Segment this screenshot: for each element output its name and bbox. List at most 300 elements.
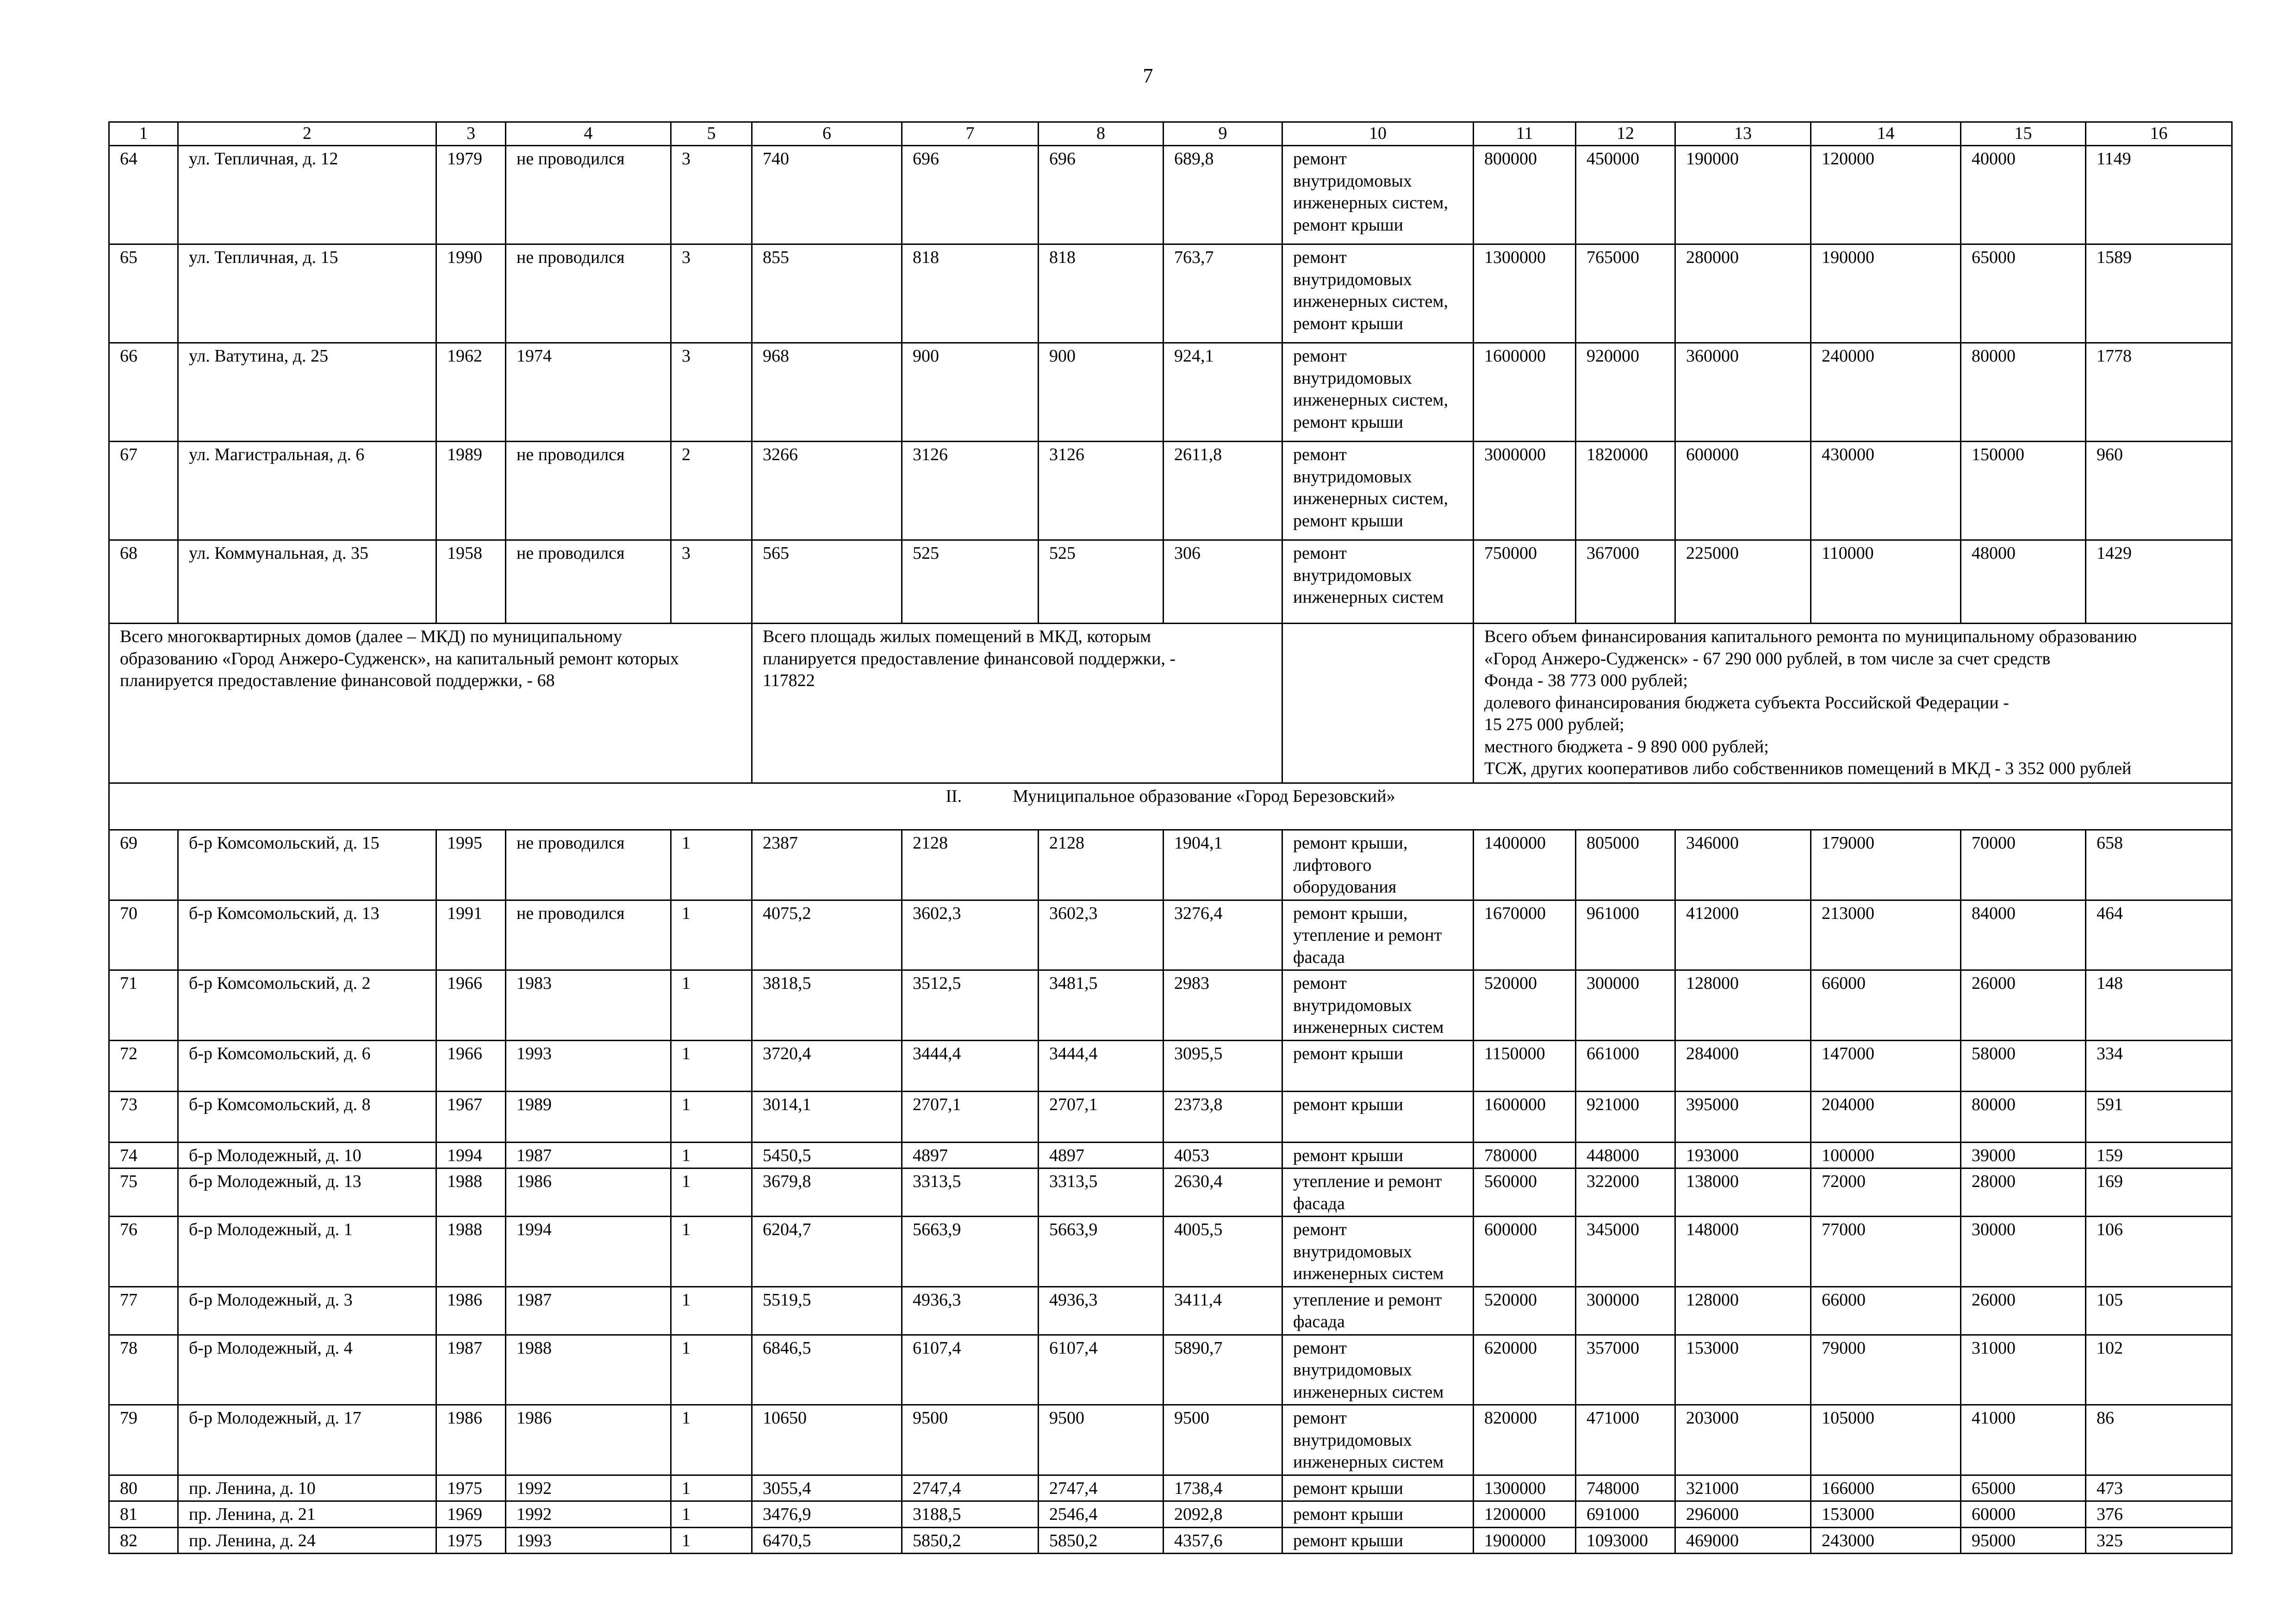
- specific-cost-cell: 105: [2086, 1287, 2232, 1335]
- local-share-cell: 243000: [1811, 1527, 1961, 1554]
- area-cell: 3411,4: [1164, 1287, 1282, 1335]
- local-share-cell: 204000: [1811, 1091, 1961, 1142]
- total-area-cell: 3055,4: [752, 1475, 902, 1501]
- area-cell: 3276,4: [1164, 900, 1282, 970]
- summary-empty-cell: [1282, 624, 1474, 783]
- repair-type-cell: ремонт крыши: [1282, 1142, 1474, 1168]
- owners-share-cell: 31000: [1961, 1335, 2086, 1405]
- total-area-cell: 3679,8: [752, 1168, 902, 1217]
- year-built-cell: 1989: [436, 442, 506, 540]
- last-repair-cell: 1987: [506, 1287, 671, 1335]
- total-area-cell: 10650: [752, 1405, 902, 1475]
- total-cost-cell: 560000: [1474, 1168, 1576, 1217]
- total-cost-cell: 620000: [1474, 1335, 1576, 1405]
- regional-share-cell: 346000: [1675, 830, 1811, 900]
- table-row: [109, 1217, 2232, 1287]
- total-area-cell: 740: [752, 146, 902, 244]
- table-row: [109, 1142, 2232, 1168]
- total-cost-cell: 1300000: [1474, 244, 1576, 343]
- table-row: [109, 1287, 2232, 1335]
- fund-share-cell: 300000: [1576, 970, 1675, 1041]
- area-cell: 306: [1164, 540, 1282, 624]
- section-number: II.: [946, 787, 962, 806]
- address-cell: ул. Тепличная, д. 12: [178, 146, 436, 244]
- repair-type-cell: ремонт внутридомовых инженерных систем: [1282, 970, 1474, 1041]
- local-share-cell: 100000: [1811, 1142, 1961, 1168]
- fund-share-cell: 367000: [1576, 540, 1675, 624]
- repair-type-cell: ремонт внутридомовых инженерных систем: [1282, 1335, 1474, 1405]
- local-share-cell: 190000: [1811, 244, 1961, 343]
- area-cell: 3444,4: [902, 1040, 1039, 1091]
- regional-share-cell: 296000: [1675, 1501, 1811, 1528]
- floors-cell: 1: [671, 1475, 752, 1501]
- row-number-cell: 70: [109, 900, 178, 970]
- repair-type-cell: ремонт внутридомовых инженерных систем, ремонт крыши: [1282, 146, 1474, 244]
- area-cell: 2747,4: [902, 1475, 1039, 1501]
- year-built-cell: 1966: [436, 970, 506, 1041]
- column-number-row: [109, 122, 2232, 146]
- local-share-cell: 153000: [1811, 1501, 1961, 1528]
- regional-share-cell: 600000: [1675, 442, 1811, 540]
- table-row: [109, 1475, 2232, 1501]
- last-repair-cell: 1989: [506, 1091, 671, 1142]
- area-cell: 4005,5: [1164, 1217, 1282, 1287]
- area-cell: 2983: [1164, 970, 1282, 1041]
- year-built-cell: 1986: [436, 1405, 506, 1475]
- repair-type-cell: ремонт внутридомовых инженерных систем, ремонт крыши: [1282, 442, 1474, 540]
- column-number-cell: 10: [1282, 122, 1474, 146]
- address-cell: б-р Молодежный, д. 3: [178, 1287, 436, 1335]
- fund-share-cell: 691000: [1576, 1501, 1675, 1528]
- local-share-cell: 77000: [1811, 1217, 1961, 1287]
- last-repair-cell: не проводился: [506, 146, 671, 244]
- row-number-cell: 78: [109, 1335, 178, 1405]
- year-built-cell: 1994: [436, 1142, 506, 1168]
- total-cost-cell: 1400000: [1474, 830, 1576, 900]
- row-number-cell: 71: [109, 970, 178, 1041]
- fund-share-cell: 920000: [1576, 343, 1675, 442]
- row-number-cell: 64: [109, 146, 178, 244]
- repair-type-cell: ремонт крыши: [1282, 1091, 1474, 1142]
- area-cell: 763,7: [1164, 244, 1282, 343]
- total-cost-cell: 520000: [1474, 970, 1576, 1041]
- row-number-cell: 81: [109, 1501, 178, 1528]
- floors-cell: 1: [671, 1168, 752, 1217]
- living-area-cell: 525: [1039, 540, 1164, 624]
- year-built-cell: 1969: [436, 1501, 506, 1528]
- summary-row: [109, 624, 2232, 783]
- total-cost-cell: 1900000: [1474, 1527, 1576, 1554]
- year-built-cell: 1990: [436, 244, 506, 343]
- area-cell: 818: [902, 244, 1039, 343]
- specific-cost-cell: 148: [2086, 970, 2232, 1041]
- address-cell: б-р Комсомольский, д. 2: [178, 970, 436, 1041]
- area-cell: 2092,8: [1164, 1501, 1282, 1528]
- regional-share-cell: 128000: [1675, 1287, 1811, 1335]
- area-cell: 9500: [902, 1405, 1039, 1475]
- local-share-cell: 430000: [1811, 442, 1961, 540]
- owners-share-cell: 26000: [1961, 970, 2086, 1041]
- row-number-cell: 77: [109, 1287, 178, 1335]
- specific-cost-cell: 1778: [2086, 343, 2232, 442]
- total-cost-cell: 600000: [1474, 1217, 1576, 1287]
- table-row: [109, 970, 2232, 1041]
- local-share-cell: 66000: [1811, 1287, 1961, 1335]
- total-cost-cell: 820000: [1474, 1405, 1576, 1475]
- area-cell: 5850,2: [902, 1527, 1039, 1554]
- area-cell: 4936,3: [902, 1287, 1039, 1335]
- year-built-cell: 1979: [436, 146, 506, 244]
- specific-cost-cell: 464: [2086, 900, 2232, 970]
- row-number-cell: 82: [109, 1527, 178, 1554]
- table-row: [109, 1091, 2232, 1142]
- specific-cost-cell: 591: [2086, 1091, 2232, 1142]
- local-share-cell: 240000: [1811, 343, 1961, 442]
- last-repair-cell: 1992: [506, 1501, 671, 1528]
- living-area-cell: 3126: [1039, 442, 1164, 540]
- total-cost-cell: 1600000: [1474, 343, 1576, 442]
- specific-cost-cell: 325: [2086, 1527, 2232, 1554]
- row-number-cell: 69: [109, 830, 178, 900]
- repair-type-cell: утепление и ремонт фасада: [1282, 1168, 1474, 1217]
- floors-cell: 2: [671, 442, 752, 540]
- last-repair-cell: не проводился: [506, 244, 671, 343]
- fund-share-cell: 765000: [1576, 244, 1675, 343]
- row-number-cell: 79: [109, 1405, 178, 1475]
- address-cell: б-р Молодежный, д. 17: [178, 1405, 436, 1475]
- table-row: [109, 1405, 2232, 1475]
- fund-share-cell: 1093000: [1576, 1527, 1675, 1554]
- total-cost-cell: 1300000: [1474, 1475, 1576, 1501]
- total-area-cell: 3720,4: [752, 1040, 902, 1091]
- column-number-cell: 6: [752, 122, 902, 146]
- floors-cell: 1: [671, 1527, 752, 1554]
- last-repair-cell: 1993: [506, 1040, 671, 1091]
- total-area-cell: 855: [752, 244, 902, 343]
- address-cell: ул. Магистральная, д. 6: [178, 442, 436, 540]
- row-number-cell: 68: [109, 540, 178, 624]
- owners-share-cell: 39000: [1961, 1142, 2086, 1168]
- area-cell: 2707,1: [902, 1091, 1039, 1142]
- owners-share-cell: 48000: [1961, 540, 2086, 624]
- table-row: [109, 146, 2232, 244]
- row-number-cell: 67: [109, 442, 178, 540]
- last-repair-cell: не проводился: [506, 540, 671, 624]
- living-area-cell: 4936,3: [1039, 1287, 1164, 1335]
- total-area-cell: 565: [752, 540, 902, 624]
- area-cell: 525: [902, 540, 1039, 624]
- table-row: [109, 1335, 2232, 1405]
- regional-share-cell: 395000: [1675, 1091, 1811, 1142]
- total-area-cell: 5519,5: [752, 1287, 902, 1335]
- address-cell: ул. Тепличная, д. 15: [178, 244, 436, 343]
- row-number-cell: 65: [109, 244, 178, 343]
- area-cell: 689,8: [1164, 146, 1282, 244]
- regional-share-cell: 203000: [1675, 1405, 1811, 1475]
- owners-share-cell: 84000: [1961, 900, 2086, 970]
- owners-share-cell: 58000: [1961, 1040, 2086, 1091]
- specific-cost-cell: 960: [2086, 442, 2232, 540]
- regional-share-cell: 280000: [1675, 244, 1811, 343]
- table-row: [109, 343, 2232, 442]
- column-number-cell: 13: [1675, 122, 1811, 146]
- living-area-cell: 4897: [1039, 1142, 1164, 1168]
- specific-cost-cell: 334: [2086, 1040, 2232, 1091]
- table-row: [109, 1527, 2232, 1554]
- repair-type-cell: ремонт крыши: [1282, 1475, 1474, 1501]
- column-number-cell: 5: [671, 122, 752, 146]
- column-number-cell: 2: [178, 122, 436, 146]
- floors-cell: 1: [671, 1142, 752, 1168]
- last-repair-cell: 1983: [506, 970, 671, 1041]
- year-built-cell: 1988: [436, 1217, 506, 1287]
- living-area-cell: 9500: [1039, 1405, 1164, 1475]
- last-repair-cell: 1986: [506, 1405, 671, 1475]
- total-area-cell: 5450,5: [752, 1142, 902, 1168]
- section-heading-row: [109, 783, 2232, 830]
- column-number-cell: 4: [506, 122, 671, 146]
- specific-cost-cell: 1149: [2086, 146, 2232, 244]
- owners-share-cell: 40000: [1961, 146, 2086, 244]
- area-cell: 1904,1: [1164, 830, 1282, 900]
- area-cell: 900: [902, 343, 1039, 442]
- total-cost-cell: 780000: [1474, 1142, 1576, 1168]
- area-cell: 5890,7: [1164, 1335, 1282, 1405]
- year-built-cell: 1995: [436, 830, 506, 900]
- table-row: [109, 900, 2232, 970]
- regional-share-cell: 193000: [1675, 1142, 1811, 1168]
- living-area-cell: 2546,4: [1039, 1501, 1164, 1528]
- living-area-cell: 900: [1039, 343, 1164, 442]
- local-share-cell: 166000: [1811, 1475, 1961, 1501]
- row-number-cell: 66: [109, 343, 178, 442]
- address-cell: ул. Ватутина, д. 25: [178, 343, 436, 442]
- summary-mkd-total: Всего многоквартирных домов (далее – МКД) по муниципальному образованию «Город Анжеро-Судженск», на капитальный ремонт которых планируется предоставление финансовой поддержки, - 68: [109, 624, 752, 783]
- table-row: [109, 244, 2232, 343]
- row-number-cell: 80: [109, 1475, 178, 1501]
- capital-repair-table: [108, 121, 2233, 1554]
- row-number-cell: 75: [109, 1168, 178, 1217]
- fund-share-cell: 661000: [1576, 1040, 1675, 1091]
- fund-share-cell: 471000: [1576, 1405, 1675, 1475]
- row-number-cell: 76: [109, 1217, 178, 1287]
- owners-share-cell: 150000: [1961, 442, 2086, 540]
- address-cell: б-р Комсомольский, д. 15: [178, 830, 436, 900]
- fund-share-cell: 300000: [1576, 1287, 1675, 1335]
- living-area-cell: 2747,4: [1039, 1475, 1164, 1501]
- floors-cell: 1: [671, 1501, 752, 1528]
- regional-share-cell: 153000: [1675, 1335, 1811, 1405]
- total-cost-cell: 750000: [1474, 540, 1576, 624]
- local-share-cell: 179000: [1811, 830, 1961, 900]
- column-number-cell: 3: [436, 122, 506, 146]
- regional-share-cell: 412000: [1675, 900, 1811, 970]
- area-cell: 3512,5: [902, 970, 1039, 1041]
- local-share-cell: 72000: [1811, 1168, 1961, 1217]
- regional-share-cell: 360000: [1675, 343, 1811, 442]
- specific-cost-cell: 159: [2086, 1142, 2232, 1168]
- regional-share-cell: 138000: [1675, 1168, 1811, 1217]
- living-area-cell: 3602,3: [1039, 900, 1164, 970]
- year-built-cell: 1988: [436, 1168, 506, 1217]
- total-cost-cell: 3000000: [1474, 442, 1576, 540]
- total-area-cell: 6204,7: [752, 1217, 902, 1287]
- row-number-cell: 74: [109, 1142, 178, 1168]
- total-area-cell: 6470,5: [752, 1527, 902, 1554]
- fund-share-cell: 961000: [1576, 900, 1675, 970]
- specific-cost-cell: 1429: [2086, 540, 2232, 624]
- address-cell: пр. Ленина, д. 24: [178, 1527, 436, 1554]
- floors-cell: 3: [671, 146, 752, 244]
- fund-share-cell: 345000: [1576, 1217, 1675, 1287]
- area-cell: 3188,5: [902, 1501, 1039, 1528]
- area-cell: 4897: [902, 1142, 1039, 1168]
- area-cell: 2128: [902, 830, 1039, 900]
- specific-cost-cell: 1589: [2086, 244, 2232, 343]
- area-cell: 3095,5: [1164, 1040, 1282, 1091]
- column-number-cell: 11: [1474, 122, 1576, 146]
- repair-type-cell: ремонт крыши, лифтового оборудования: [1282, 830, 1474, 900]
- floors-cell: 1: [671, 1287, 752, 1335]
- floors-cell: 1: [671, 1217, 752, 1287]
- address-cell: б-р Молодежный, д. 1: [178, 1217, 436, 1287]
- regional-share-cell: 469000: [1675, 1527, 1811, 1554]
- living-area-cell: 6107,4: [1039, 1335, 1164, 1405]
- year-built-cell: 1967: [436, 1091, 506, 1142]
- year-built-cell: 1991: [436, 900, 506, 970]
- year-built-cell: 1975: [436, 1527, 506, 1554]
- summary-area-total: Всего площадь жилых помещений в МКД, которым планируется предоставление финансовой поддержки, - 117822: [752, 624, 1282, 783]
- owners-share-cell: 28000: [1961, 1168, 2086, 1217]
- fund-share-cell: 921000: [1576, 1091, 1675, 1142]
- area-cell: 2611,8: [1164, 442, 1282, 540]
- repair-type-cell: ремонт внутридомовых инженерных систем: [1282, 540, 1474, 624]
- address-cell: пр. Ленина, д. 21: [178, 1501, 436, 1528]
- address-cell: б-р Молодежный, д. 13: [178, 1168, 436, 1217]
- area-cell: 5663,9: [902, 1217, 1039, 1287]
- floors-cell: 1: [671, 1091, 752, 1142]
- total-area-cell: 968: [752, 343, 902, 442]
- last-repair-cell: не проводился: [506, 900, 671, 970]
- column-number-cell: 8: [1039, 122, 1164, 146]
- repair-type-cell: утепление и ремонт фасада: [1282, 1287, 1474, 1335]
- living-area-cell: 5663,9: [1039, 1217, 1164, 1287]
- specific-cost-cell: 106: [2086, 1217, 2232, 1287]
- table-row: [109, 830, 2232, 900]
- total-cost-cell: 1670000: [1474, 900, 1576, 970]
- owners-share-cell: 80000: [1961, 1091, 2086, 1142]
- summary-financing-total: Всего объем финансирования капитального ремонта по муниципальному образованию «Город Анжеро-Судженск» - 67 290 000 рублей, в том числе за счет средств Фонда - 38 773 000 рублей; долевого финансирования бюджета субъекта Российской Федерации - 15 275 000 рублей; местного бюджета - 9 890 000 рублей; ТСЖ, других кооперативов либо собственников помещений в МКД - 3 352 000 рублей: [1474, 624, 2232, 783]
- year-built-cell: 1986: [436, 1287, 506, 1335]
- total-area-cell: 2387: [752, 830, 902, 900]
- last-repair-cell: не проводился: [506, 830, 671, 900]
- owners-share-cell: 60000: [1961, 1501, 2086, 1528]
- address-cell: б-р Комсомольский, д. 8: [178, 1091, 436, 1142]
- owners-share-cell: 30000: [1961, 1217, 2086, 1287]
- address-cell: б-р Комсомольский, д. 13: [178, 900, 436, 970]
- fund-share-cell: 1820000: [1576, 442, 1675, 540]
- address-cell: ул. Коммунальная, д. 35: [178, 540, 436, 624]
- floors-cell: 1: [671, 830, 752, 900]
- area-cell: 3602,3: [902, 900, 1039, 970]
- specific-cost-cell: 376: [2086, 1501, 2232, 1528]
- total-cost-cell: 1200000: [1474, 1501, 1576, 1528]
- specific-cost-cell: 473: [2086, 1475, 2232, 1501]
- address-cell: б-р Молодежный, д. 10: [178, 1142, 436, 1168]
- regional-share-cell: 148000: [1675, 1217, 1811, 1287]
- area-cell: 9500: [1164, 1405, 1282, 1475]
- fund-share-cell: 357000: [1576, 1335, 1675, 1405]
- column-number-cell: 15: [1961, 122, 2086, 146]
- area-cell: 4053: [1164, 1142, 1282, 1168]
- table-row: [109, 442, 2232, 540]
- fund-share-cell: 448000: [1576, 1142, 1675, 1168]
- address-cell: б-р Молодежный, д. 4: [178, 1335, 436, 1405]
- living-area-cell: 2128: [1039, 830, 1164, 900]
- local-share-cell: 120000: [1811, 146, 1961, 244]
- column-number-cell: 9: [1164, 122, 1282, 146]
- repair-type-cell: ремонт внутридомовых инженерных систем: [1282, 1217, 1474, 1287]
- total-cost-cell: 1600000: [1474, 1091, 1576, 1142]
- owners-share-cell: 95000: [1961, 1527, 2086, 1554]
- regional-share-cell: 190000: [1675, 146, 1811, 244]
- owners-share-cell: 70000: [1961, 830, 2086, 900]
- section-title: Муниципальное образование «Город Березовский»: [1013, 787, 1395, 806]
- floors-cell: 3: [671, 540, 752, 624]
- last-repair-cell: 1993: [506, 1527, 671, 1554]
- repair-type-cell: ремонт крыши: [1282, 1040, 1474, 1091]
- address-cell: б-р Комсомольский, д. 6: [178, 1040, 436, 1091]
- column-number-cell: 7: [902, 122, 1039, 146]
- fund-share-cell: 805000: [1576, 830, 1675, 900]
- specific-cost-cell: 658: [2086, 830, 2232, 900]
- year-built-cell: 1987: [436, 1335, 506, 1405]
- local-share-cell: 147000: [1811, 1040, 1961, 1091]
- owners-share-cell: 41000: [1961, 1405, 2086, 1475]
- area-cell: 696: [902, 146, 1039, 244]
- fund-share-cell: 748000: [1576, 1475, 1675, 1501]
- floors-cell: 3: [671, 244, 752, 343]
- floors-cell: 1: [671, 970, 752, 1041]
- last-repair-cell: 1988: [506, 1335, 671, 1405]
- owners-share-cell: 80000: [1961, 343, 2086, 442]
- table-row: [109, 1501, 2232, 1528]
- total-area-cell: 3476,9: [752, 1501, 902, 1528]
- year-built-cell: 1962: [436, 343, 506, 442]
- living-area-cell: 696: [1039, 146, 1164, 244]
- row-number-cell: 72: [109, 1040, 178, 1091]
- table-row: [109, 540, 2232, 624]
- living-area-cell: 2707,1: [1039, 1091, 1164, 1142]
- page-number: 7: [1143, 64, 1153, 87]
- repair-type-cell: ремонт крыши: [1282, 1527, 1474, 1554]
- area-cell: 2373,8: [1164, 1091, 1282, 1142]
- specific-cost-cell: 169: [2086, 1168, 2232, 1217]
- area-cell: 4357,6: [1164, 1527, 1282, 1554]
- column-number-cell: 12: [1576, 122, 1675, 146]
- fund-share-cell: 450000: [1576, 146, 1675, 244]
- fund-share-cell: 322000: [1576, 1168, 1675, 1217]
- last-repair-cell: 1986: [506, 1168, 671, 1217]
- last-repair-cell: 1992: [506, 1475, 671, 1501]
- total-area-cell: 6846,5: [752, 1335, 902, 1405]
- year-built-cell: 1975: [436, 1475, 506, 1501]
- repair-type-cell: ремонт внутридомовых инженерных систем, ремонт крыши: [1282, 343, 1474, 442]
- last-repair-cell: не проводился: [506, 442, 671, 540]
- floors-cell: 3: [671, 343, 752, 442]
- regional-share-cell: 321000: [1675, 1475, 1811, 1501]
- local-share-cell: 66000: [1811, 970, 1961, 1041]
